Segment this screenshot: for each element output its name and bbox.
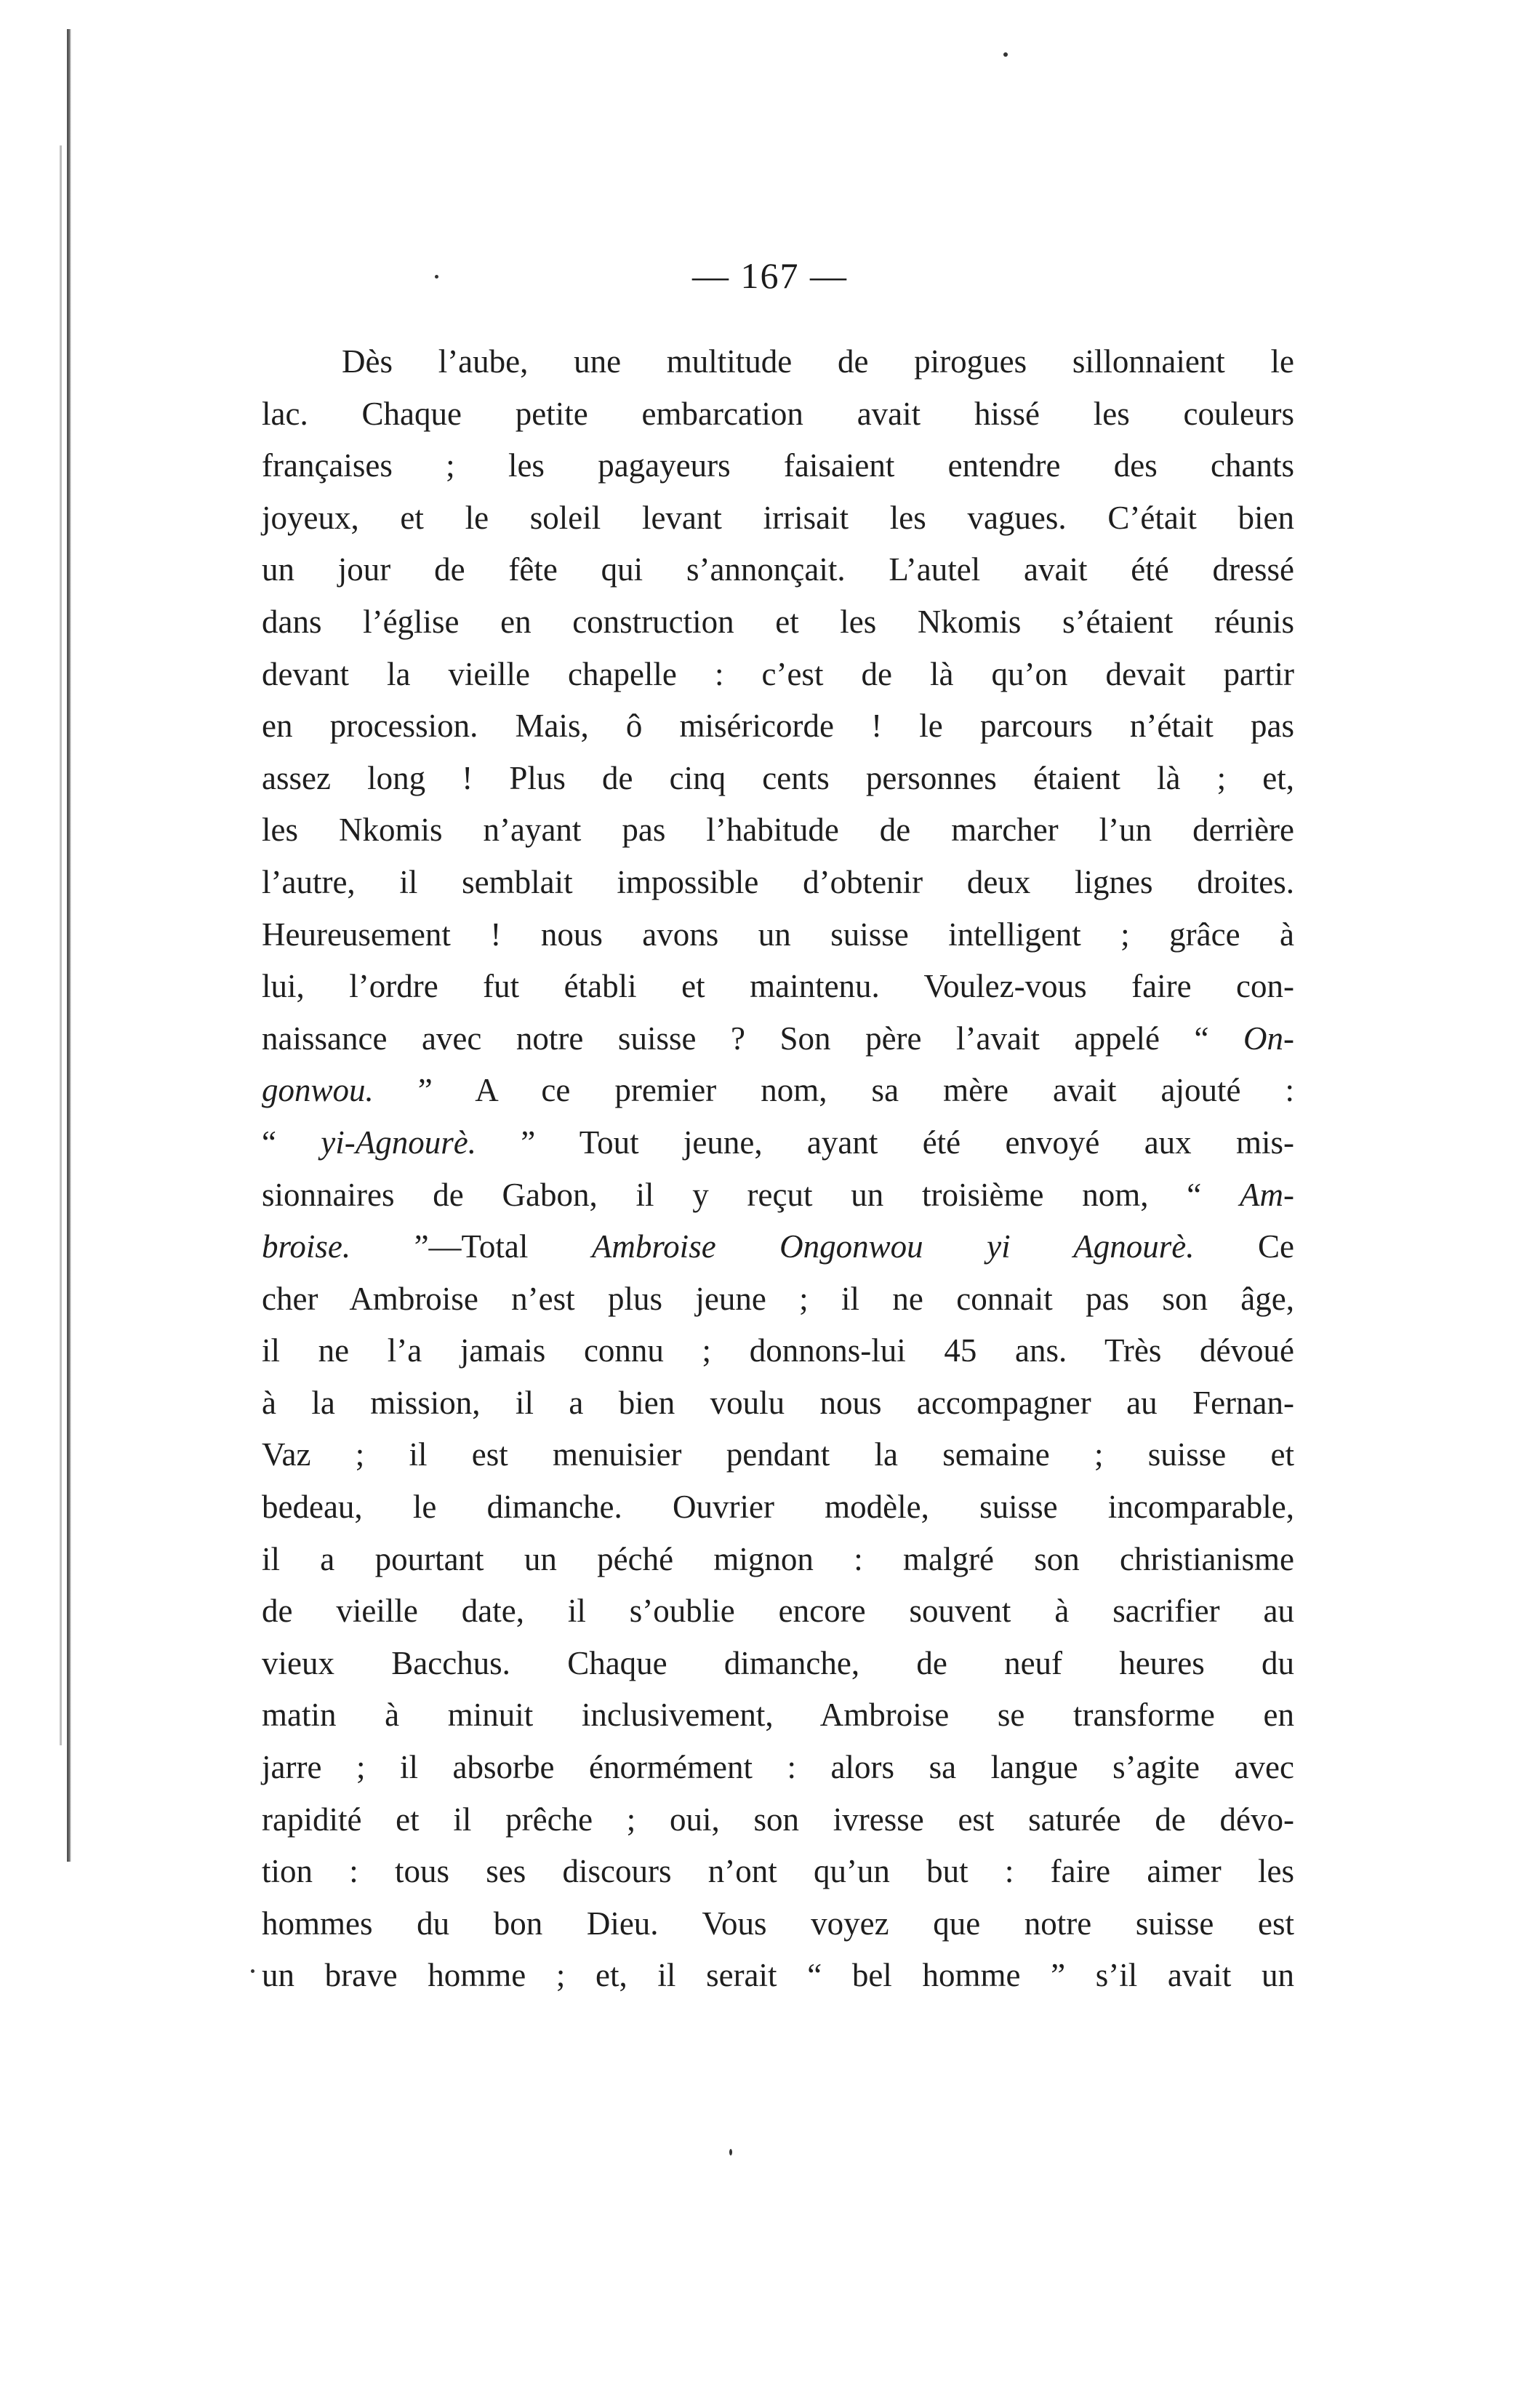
italic-text: Am- <box>1240 1176 1294 1213</box>
text-segment: Heureusement ! nous avons un suisse intelligent ; grâce à <box>262 916 1294 953</box>
text-segment: un brave homme ; et, il serait “ bel homme ” s’il avait un <box>262 1957 1294 1994</box>
text-line <box>262 336 1294 388</box>
text-line <box>262 909 1294 961</box>
text-line <box>262 1898 1294 1950</box>
scan-speck <box>729 2149 732 2155</box>
text-line <box>262 1377 1294 1430</box>
scan-speck <box>1003 52 1008 57</box>
text-segment: Dès l’aube, une multitude de pirogues sillonnaient le <box>342 343 1294 380</box>
text-segment: un jour de fête qui s’annonçait. L’autel avait été dressé <box>262 551 1294 588</box>
text-line <box>262 1325 1294 1377</box>
italic-text: yi-Agnourè. <box>321 1124 476 1161</box>
text-line <box>262 492 1294 545</box>
text-line <box>262 440 1294 492</box>
text-segment: vieux Bacchus. Chaque dimanche, de neuf heures du <box>262 1644 1294 1681</box>
text-segment: naissance avec notre suisse ? Son père l’avait appelé “ <box>262 1020 1244 1057</box>
text-line <box>262 961 1294 1013</box>
text-segment: joyeux, et le soleil levant irrisait les vagues. C’était bien <box>262 499 1294 536</box>
italic-text: gonwou. <box>262 1072 374 1109</box>
text-segment: l’autre, il semblait impossible d’obtenir deux lignes droites. <box>262 863 1294 900</box>
italic-text: broise. <box>262 1228 351 1265</box>
scan-speck <box>251 1969 254 1973</box>
text-line <box>262 1742 1294 1794</box>
text-segment: il ne l’a jamais connu ; donnons-lui 45 ans. Très dévoué <box>262 1332 1294 1369</box>
text-line <box>262 1065 1294 1117</box>
text-segment: Vaz ; il est menuisier pendant la semaine ; suisse et <box>262 1436 1294 1473</box>
page-binding-edge <box>67 29 71 1862</box>
text-line <box>262 753 1294 805</box>
text-line <box>262 1169 1294 1222</box>
text-segment: à la mission, il a bien voulu nous accompagner au Fernan- <box>262 1384 1294 1421</box>
text-segment: matin à minuit inclusivement, Ambroise se transforme en <box>262 1697 1294 1734</box>
text-line <box>262 1117 1294 1169</box>
text-line <box>262 1273 1294 1326</box>
text-line <box>262 857 1294 909</box>
text-line <box>262 649 1294 701</box>
text-segment: dans l’église en construction et les Nkomis s’étaient réunis <box>262 603 1294 640</box>
text-line <box>262 1846 1294 1898</box>
text-line <box>262 1585 1294 1638</box>
text-line <box>262 1950 1294 2002</box>
text-segment: sionnaires de Gabon, il y reçut un troisième nom, “ <box>262 1176 1240 1213</box>
text-line <box>262 700 1294 753</box>
text-segment: de vieille date, il s’oublie encore souvent à sacrifier au <box>262 1593 1294 1630</box>
text-line <box>262 1481 1294 1534</box>
text-segment: lui, l’ordre fut établi et maintenu. Voulez-vous faire con- <box>262 968 1294 1005</box>
text-segment: les Nkomis n’ayant pas l’habitude de marcher l’un derrière <box>262 812 1294 849</box>
text-segment: bedeau, le dimanche. Ouvrier modèle, suisse incomparable, <box>262 1489 1294 1526</box>
text-segment: il a pourtant un péché mignon : malgré son christianisme <box>262 1540 1294 1577</box>
text-line <box>262 388 1294 441</box>
text-segment: en procession. Mais, ô miséricorde ! le parcours n’était pas <box>262 708 1294 745</box>
text-segment: rapidité et il prêche ; oui, son ivresse est saturée de dévo- <box>262 1801 1294 1838</box>
text-segment: assez long ! Plus de cinq cents personnes étaient là ; et, <box>262 759 1294 796</box>
scan-speck <box>435 275 438 279</box>
text-segment: françaises ; les pagayeurs faisaient entendre des chants <box>262 447 1294 484</box>
text-line <box>262 596 1294 649</box>
text-segment: jarre ; il absorbe énormément : alors sa langue s’agite avec <box>262 1749 1294 1786</box>
italic-text: Ambroise Ongonwou yi Agnourè. <box>591 1228 1195 1265</box>
body-text <box>262 336 1294 2002</box>
text-line <box>262 544 1294 596</box>
text-segment: tion : tous ses discours n’ont qu’un but : faire aimer les <box>262 1853 1294 1890</box>
text-line <box>262 1794 1294 1846</box>
text-segment: “ <box>262 1124 321 1161</box>
text-line <box>262 1221 1294 1273</box>
text-segment: devant la vieille chapelle : c’est de là qu’on devait partir <box>262 655 1294 692</box>
text-segment: ” A ce premier nom, sa mère avait ajouté : <box>373 1072 1294 1109</box>
italic-text: On- <box>1243 1020 1294 1057</box>
text-segment: cher Ambroise n’est plus jeune ; il ne connait pas son âge, <box>262 1280 1294 1317</box>
text-segment: ” Tout jeune, ayant été envoyé aux mis- <box>476 1124 1294 1161</box>
page-binding-shadow <box>60 145 62 1745</box>
text-segment: Ce <box>1194 1228 1295 1265</box>
text-line <box>262 1534 1294 1586</box>
text-line <box>262 1689 1294 1742</box>
text-segment: hommes du bon Dieu. Vous voyez que notre suisse est <box>262 1905 1294 1942</box>
text-segment: lac. Chaque petite embarcation avait hissé les couleurs <box>262 395 1294 432</box>
text-line <box>262 1638 1294 1690</box>
text-line <box>262 1013 1294 1065</box>
page-number: — 167 — <box>692 255 848 296</box>
text-line <box>262 804 1294 857</box>
text-segment: ”—Total <box>350 1228 592 1265</box>
text-line <box>262 1429 1294 1481</box>
